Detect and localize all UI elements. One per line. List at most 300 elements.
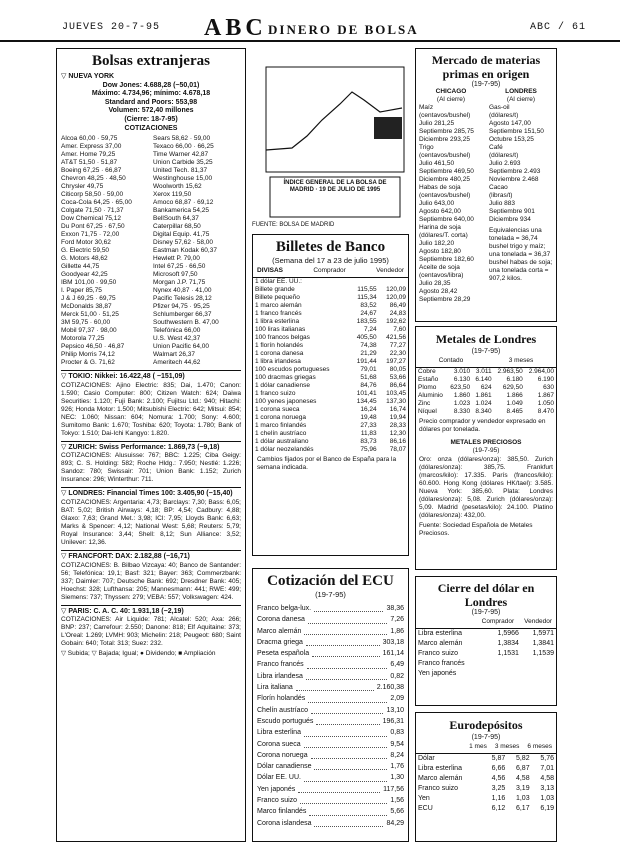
ecu-value: 1,76 bbox=[390, 763, 404, 771]
banknote-row-cell: 115,34 bbox=[357, 294, 377, 301]
ny-quote: Philip Morris 74,12 bbox=[61, 351, 115, 359]
ny-quote: U.S. West 42,37 bbox=[153, 335, 201, 343]
eurodeposit-row-cell: 7,01 bbox=[540, 765, 554, 772]
ny-quote: Pfizer 94,75 · 95,25 bbox=[153, 303, 210, 311]
banknote-row-cell: 83,73 bbox=[360, 438, 377, 445]
metals-title: Metales de Londres bbox=[435, 332, 537, 346]
ecu-row bbox=[257, 739, 404, 750]
ecu-value: 5,66 bbox=[390, 808, 404, 816]
banknote-row-cell: 100 liras italianas bbox=[255, 326, 306, 333]
banknote-row-cell: 12,30 bbox=[389, 430, 406, 437]
chart-caption: ÍNDICE GENERAL DE LA BOLSA DE MADRID · 19 DE JULIO DE 1995 bbox=[283, 180, 387, 193]
dollar-row-cell: 1,5966 bbox=[497, 630, 519, 637]
banknote-row-cell: 75,96 bbox=[360, 446, 377, 453]
ecu-leader bbox=[316, 716, 379, 725]
metal-row-cell: 8.470 bbox=[537, 408, 554, 415]
banknote-row-cell: 11,83 bbox=[360, 430, 377, 437]
commodity-line: Julio 28,35 bbox=[419, 280, 451, 287]
ecu-leader bbox=[304, 739, 388, 748]
metal-row bbox=[416, 384, 556, 392]
ecu-row bbox=[257, 795, 404, 806]
chart-block bbox=[374, 117, 402, 139]
banknote-row-cell: 53,66 bbox=[389, 374, 406, 381]
ecu-currency: Yen japonés bbox=[257, 785, 296, 793]
banknote-row-cell: 1 dólar neozelandés bbox=[255, 446, 314, 453]
ecu-currency: Corona islandesa bbox=[257, 819, 312, 827]
banknote-row-cell: 77,27 bbox=[389, 342, 406, 349]
metal-row-cell: 623,50 bbox=[450, 384, 471, 391]
chart-source: FUENTE: BOLSA DE MADRID bbox=[252, 222, 335, 228]
ny-quote: Procter & G. 71,62 bbox=[61, 359, 115, 367]
eurodeposit-row-cell: Marco alemán bbox=[418, 775, 463, 782]
banknote-row bbox=[253, 358, 408, 366]
ecu-currency: Dólar EE. UU. bbox=[257, 774, 301, 782]
metal-row-cell: 629,50 bbox=[502, 384, 523, 391]
dollar-row-cell: Libra esterlina bbox=[418, 630, 462, 637]
commodity-line: Agosto 147,00 bbox=[489, 120, 531, 127]
ecu-value: 9,54 bbox=[390, 740, 404, 748]
london-list bbox=[489, 104, 553, 224]
eurodeposit-row-cell: 5,76 bbox=[540, 755, 554, 762]
ecu-currency: Franco suizo bbox=[257, 797, 298, 805]
ny-quote: Microsoft 97,50 bbox=[153, 271, 198, 279]
dollar-row-cell: 1,1531 bbox=[497, 650, 519, 657]
commodity-line: Harina de soja bbox=[419, 224, 461, 231]
zurich-text: COTIZACIONES: Alusuisse: 767; BBC: 1.225; Ciba Geigy: 893; C. S. Holding: 582; Roche Hldg.: 7.950; Nestlé: 1.226; Sandoz: 780; Swissair: 701; Union Bank: 1.152; Zurich Insurance: 296; Winterthur: 711. bbox=[61, 452, 241, 484]
commodity-line: Agosto 182,80 bbox=[419, 248, 461, 255]
commodity-line: (libras/t) bbox=[489, 192, 513, 199]
ny-col2 bbox=[153, 135, 241, 367]
chicago-list bbox=[419, 104, 483, 304]
banknote-row-cell: 183,55 bbox=[356, 318, 377, 325]
commodity-line: (centavos/bushel) bbox=[419, 192, 471, 199]
ecu-date: (19-7-95) bbox=[315, 590, 346, 599]
eurodeposit-row-cell: 6,17 bbox=[515, 805, 530, 812]
ny-quote: Hewlett P. 79,00 bbox=[153, 255, 200, 263]
london-head: LONDRES bbox=[505, 88, 537, 95]
h-vendedor-dollar: Vendedor bbox=[524, 618, 552, 625]
banknote-row-cell: 1 corona noruega bbox=[255, 414, 306, 421]
banknote-row bbox=[253, 334, 408, 342]
metal-row-cell: 6.190 bbox=[537, 376, 554, 383]
ecu-value: 1,30 bbox=[390, 774, 404, 782]
precious-head: METALES PRECIOSOS bbox=[450, 439, 522, 446]
banknote-row-cell: 120,09 bbox=[386, 294, 406, 301]
ecu-row bbox=[257, 784, 404, 795]
ecu-row bbox=[257, 727, 404, 738]
metal-row-cell: 624 bbox=[480, 384, 492, 391]
banknote-row bbox=[253, 398, 408, 406]
ny-quote: Goodyear 42,25 bbox=[61, 271, 108, 279]
eurodeposit-row bbox=[416, 794, 556, 804]
ny-quote: Walmart 26,37 bbox=[153, 351, 196, 359]
ecu-value: 1,56 bbox=[390, 797, 404, 805]
ny-quote: Citicorp 58,50 · 59,00 bbox=[61, 191, 124, 199]
ny-quote: Texaco 66,00 · 66,25 bbox=[153, 143, 214, 151]
eurodeposit-row-cell: Franco suizo bbox=[418, 785, 459, 792]
banknotes-box bbox=[252, 234, 409, 556]
banknote-row bbox=[253, 414, 408, 422]
ny-quote: Ford Motor 30,62 bbox=[61, 239, 111, 247]
commodity-line: (dólares/T. corta) bbox=[419, 232, 468, 239]
ny-quote: Pepsico 46,50 · 46,87 bbox=[61, 343, 125, 351]
dollar-row-cell: 1,1539 bbox=[532, 650, 554, 657]
metals-note: Precio comprador y vendedor expresado en dólares por tonelada. bbox=[419, 418, 546, 433]
ny-quote: BellSouth 64,37 bbox=[153, 215, 199, 223]
commodity-line: Septiembre 640,00 bbox=[419, 216, 474, 223]
commodity-line: Noviembre 2.468 bbox=[489, 176, 539, 183]
ny-quote: Du Pont 67,25 · 67,50 bbox=[61, 223, 125, 231]
metal-row-cell: 6.180 bbox=[506, 376, 523, 383]
ecu-currency: Chelín austríaco bbox=[257, 706, 308, 714]
ny-quote: Digital Equip. 41,75 bbox=[153, 231, 210, 239]
banknote-row bbox=[253, 310, 408, 318]
h-comprador-dollar: Comprador bbox=[481, 618, 515, 625]
ecu-currency: Escudo portugués bbox=[257, 717, 314, 725]
commodity-line: (dólares/t) bbox=[489, 152, 519, 159]
banknote-row-cell: 86,49 bbox=[389, 302, 406, 309]
banknote-row-cell: 100 dracmas griegas bbox=[255, 374, 316, 381]
ecu-currency: Lira italiana bbox=[257, 684, 293, 692]
eurodeposit-row bbox=[416, 774, 556, 784]
ecu-value: 1,86 bbox=[390, 627, 404, 635]
banknote-row-cell: 405,50 bbox=[356, 334, 377, 341]
ny-quote: Amoco 68,87 · 69,12 bbox=[153, 199, 214, 207]
eurodeposit-row-cell: 3,25 bbox=[491, 785, 506, 792]
eurodeposit-row-cell: 5,82 bbox=[515, 755, 530, 762]
dollar-row-cell bbox=[521, 659, 556, 669]
ecu-leader bbox=[296, 682, 374, 691]
metal-row-cell: 1.860 bbox=[453, 392, 471, 399]
chicago-head: CHICAGO bbox=[435, 88, 467, 95]
metal-row-cell: 1.049 bbox=[506, 400, 523, 407]
h-3meses: 3 meses bbox=[508, 357, 534, 364]
eurodeposit-row bbox=[416, 784, 556, 794]
ny-quote: Mobil 97,37 · 98,00 bbox=[61, 327, 117, 335]
h-6meses: 6 meses bbox=[527, 743, 552, 750]
metal-row-cell: 8.465 bbox=[506, 408, 523, 415]
precious-source: Fuente: Sociedad Española de Metales Preciosos. bbox=[419, 522, 533, 537]
ny-line: (Cierre: 18-7-95) bbox=[124, 115, 178, 123]
commodity-line: Julio 281,25 bbox=[419, 120, 455, 127]
ecu-value: 196,31 bbox=[382, 717, 404, 725]
banknote-row-cell: 19,94 bbox=[389, 414, 406, 421]
ecu-currency: Marco finlandés bbox=[257, 808, 307, 816]
eurodeposit-row-cell: 3,13 bbox=[540, 785, 554, 792]
banknotes-table bbox=[253, 278, 408, 454]
commodity-line: Julio 182,20 bbox=[419, 240, 455, 247]
commodities-date: (19-7-95) bbox=[471, 81, 501, 88]
eurodeposit-row-cell: 6,12 bbox=[491, 805, 506, 812]
commodity-line: Habas de soja bbox=[419, 184, 461, 191]
newspaper-logo: ABC bbox=[204, 15, 267, 41]
banknote-row-cell: 192,62 bbox=[386, 318, 406, 325]
ny-quote: Amer. Home 79,25 bbox=[61, 151, 116, 159]
ecu-value: 7,26 bbox=[390, 616, 404, 624]
banknote-row-cell: 22,30 bbox=[389, 350, 406, 357]
dollar-row-cell bbox=[486, 669, 521, 679]
dollar-row-cell: 1,3834 bbox=[497, 640, 519, 647]
ny-quote: Intel 67,25 · 66,50 bbox=[153, 263, 206, 271]
banknote-row-cell: 1 franco francés bbox=[255, 310, 302, 317]
ny-quote: Union Pacific 64,00 bbox=[153, 343, 210, 351]
metals-box bbox=[415, 326, 557, 570]
ny-quote: Sears 58,62 · 59,00 bbox=[153, 135, 211, 143]
dollar-row-cell: 1,3841 bbox=[532, 640, 554, 647]
ny-quote: McDonalds 38,87 bbox=[61, 303, 112, 311]
ecu-currency: Franco belga-lux. bbox=[257, 605, 312, 612]
banknotes-title: Billetes de Banco bbox=[275, 239, 386, 255]
banknote-row-cell: 86,64 bbox=[389, 382, 406, 389]
commodity-line: Julio 2.693 bbox=[489, 160, 521, 167]
banknote-row-cell: Billete grande bbox=[255, 286, 295, 293]
ecu-value: 84,29 bbox=[386, 819, 404, 827]
metal-row-cell: 2.963,50 bbox=[497, 368, 523, 375]
eurodeposit-row-cell: 1,03 bbox=[540, 795, 554, 802]
londres-head: ▽ LONDRES: Financial Times 100: 3.405,90 (−15,40) bbox=[61, 490, 233, 498]
banknote-row-cell: 1 libra irlandesa bbox=[255, 358, 301, 365]
h-comprador: Comprador bbox=[313, 267, 346, 274]
ny-quote: G. Motors 48,62 bbox=[61, 255, 108, 263]
metal-row-cell: 8.340 bbox=[475, 408, 492, 415]
banknote-row-cell: 1 dólar australiano bbox=[255, 438, 309, 445]
eurodeposit-row-cell: 1,03 bbox=[515, 795, 530, 802]
market-chart-svg bbox=[252, 62, 407, 222]
h-contado: Contado bbox=[438, 357, 464, 364]
eurodeposit-row bbox=[416, 754, 556, 764]
ny-quote: Dow Chemical 75,12 bbox=[61, 215, 121, 223]
eurodeposit-row-cell: 4,58 bbox=[540, 775, 554, 782]
banknote-row bbox=[253, 446, 408, 454]
ecu-row bbox=[257, 603, 404, 614]
ny-quote: Alcoa 60,00 · 59,75 bbox=[61, 135, 118, 143]
banknote-row bbox=[253, 390, 408, 398]
banknote-row bbox=[253, 318, 408, 326]
banknote-row bbox=[253, 294, 408, 302]
ecu-row bbox=[257, 818, 404, 829]
ecu-row bbox=[257, 659, 404, 670]
legend: ▽ Subida; ▽ Bajada; Igual; ● Dividendo; ■ Ampliación bbox=[61, 650, 216, 658]
ecu-row bbox=[257, 761, 404, 772]
commodity-line: Trigo bbox=[419, 144, 434, 151]
banknote-row-cell bbox=[349, 278, 378, 286]
metal-row bbox=[416, 392, 556, 400]
metal-row-cell: 8.330 bbox=[453, 408, 471, 415]
ecu-leader bbox=[311, 750, 388, 759]
dollar-row bbox=[416, 629, 556, 639]
eurodeposit-row-cell: 4,56 bbox=[491, 775, 506, 782]
ecu-row bbox=[257, 626, 404, 637]
eurodeposit-row-cell: Libra esterlina bbox=[418, 765, 462, 772]
banknote-row-cell: 1 corona danesa bbox=[255, 350, 304, 357]
commodity-line: (centavos/bushel) bbox=[419, 112, 471, 119]
francfort-head: ▽ FRANCFORT: DAX: 2.182,88 (−16,71) bbox=[61, 552, 190, 560]
ecu-currency: Libra esterlina bbox=[257, 729, 301, 737]
commodities-title: Mercado de materias primas en origen bbox=[431, 53, 541, 81]
ecu-leader bbox=[298, 784, 380, 793]
tokio-head: ▽ TOKIO: Nikkei: 16.422,48 ( −151,09) bbox=[61, 373, 185, 381]
banknote-row-cell: 51,68 bbox=[360, 374, 377, 381]
ecu-list bbox=[253, 603, 408, 829]
metal-row-cell: Estaño bbox=[418, 376, 439, 383]
banknote-row-cell: 1 florín holandés bbox=[255, 342, 304, 349]
banknote-row-cell: 83,52 bbox=[360, 302, 377, 309]
banknote-row-cell: 1 libra esterlina bbox=[255, 318, 300, 325]
ecu-row bbox=[257, 682, 404, 693]
ny-quote: Merck 51,00 · 51,25 bbox=[61, 311, 119, 319]
banknote-row-cell: 21,29 bbox=[360, 350, 377, 357]
ecu-row bbox=[257, 637, 404, 648]
commodity-line: Diciembre 293,25 bbox=[419, 136, 470, 143]
banknote-row-cell: 7,60 bbox=[393, 326, 406, 333]
metal-row bbox=[416, 376, 556, 384]
ecu-value: 38,36 bbox=[386, 605, 404, 612]
ny-quote: Schlumberger 66,37 bbox=[153, 311, 212, 319]
h-3meses-euro: 3 meses bbox=[494, 743, 520, 750]
banknotes-subtitle: (Semana del 17 a 23 de julio 1995) bbox=[272, 256, 389, 265]
metal-row-cell: 3.011 bbox=[475, 368, 492, 375]
eurodeposits-date: (19-7-95) bbox=[471, 734, 501, 741]
metal-row-cell: Plomo bbox=[418, 384, 437, 391]
banknote-row-cell: 120,09 bbox=[386, 286, 406, 293]
ecu-currency: Corona noruega bbox=[257, 751, 308, 759]
ny-quote: J & J 69,25 · 69,75 bbox=[61, 295, 116, 303]
commodity-line: Aceite de soja bbox=[419, 264, 460, 271]
ecu-leader bbox=[314, 761, 387, 770]
ecu-leader bbox=[304, 727, 387, 736]
eurodeposit-row-cell: 5,87 bbox=[491, 755, 506, 762]
eurodeposit-row-cell: 6,19 bbox=[540, 805, 554, 812]
eurodeposit-row-cell: Dólar bbox=[418, 755, 435, 762]
commodity-line: Diciembre 480,25 bbox=[419, 176, 470, 183]
ny-quote: Chevron 48,25 · 48,50 bbox=[61, 175, 126, 183]
commodity-line: Julio 883 bbox=[489, 200, 516, 207]
dollar-close-box bbox=[415, 576, 557, 706]
ecu-currency: Corona danesa bbox=[257, 616, 305, 624]
metal-row-cell: 1.023 bbox=[453, 400, 471, 407]
tokio-text: COTIZACIONES: Ajino Electric: 835; Dai, 1.470; Canon: 1.590; Casio Computer: 800; Citizen Watch: 624; Daiwa Securities: 1.120; Fuji Bank: 2.100; Fujitsu Ltd.: 940; Hitachi: 926; Honda Motor: 1.500; Mitsubishi Electric: 642; Mitsui: 854; NEC: 1.060; Nissan: 604; Nomura: 1.700; Sony: 4.600; Sumitomo Bank: 1.670; Toshiba: 620; Toyota: 1.780; Bank of Tokyo: 1.510; Dai-Ichi Kangyo: 1.820. bbox=[61, 381, 241, 437]
eurodeposits-box bbox=[415, 712, 557, 842]
francfort-text: COTIZACIONES: B. Bilbao Vizcaya: 40; Banco de Santander: 56; Telefónica: 19,1; Basf: 321; Bayer: 363; Commerzbank: 337; Daimler: 707; Deutsche Bank: 692; Dresdner Bank: 405; Hoechst: 328; Lufthansa: 205; Mannesmann: 441; RWE: 499; Siemens: 737; Thyssen: 279; VEBA: 557; Volkswagen: 424. bbox=[61, 561, 241, 601]
ny-quote: Union Carbide 35,25 bbox=[153, 159, 213, 167]
dollar-close-table bbox=[416, 629, 556, 679]
ecu-leader bbox=[307, 659, 388, 668]
commodities-box bbox=[415, 48, 557, 322]
banknote-row-cell: 80,05 bbox=[389, 366, 406, 373]
ecu-row bbox=[257, 806, 404, 817]
h-1mes: 1 mes bbox=[469, 743, 487, 750]
metal-row-cell: 2.964,00 bbox=[528, 368, 554, 375]
precious-date: (19-7-95) bbox=[472, 447, 500, 454]
ecu-value: 0,83 bbox=[390, 729, 404, 737]
ny-line: Dow Jones: 4.688,28 (−50,01) bbox=[102, 81, 200, 89]
metal-row-cell: Níquel bbox=[418, 408, 437, 415]
banknote-row-cell: 134,45 bbox=[356, 398, 377, 405]
ny-col1 bbox=[61, 135, 149, 367]
dollar-close-title: Cierre del dólar en Londres bbox=[437, 581, 535, 609]
ecu-currency: Dracma griega bbox=[257, 638, 303, 646]
ny-quote: Woolworth 15,62 bbox=[153, 183, 202, 191]
foreign-stocks-title: Bolsas extranjeras bbox=[92, 53, 210, 69]
banknote-row-cell: 16,74 bbox=[389, 406, 406, 413]
commodity-line: Septiembre 901 bbox=[489, 208, 535, 215]
dollar-row bbox=[416, 639, 556, 649]
section-title: DINERO DE BOLSA bbox=[268, 22, 419, 37]
ny-line: Máximo: 4.734,96; mínimo: 4.678,18 bbox=[91, 90, 211, 98]
commodity-line: Septiembre 28,29 bbox=[419, 296, 471, 303]
ecu-leader bbox=[312, 648, 379, 657]
eurodeposit-row bbox=[416, 804, 556, 814]
ecu-row bbox=[257, 614, 404, 625]
banknote-row-cell: 137,30 bbox=[386, 398, 406, 405]
banknote-row-cell: 84,76 bbox=[360, 382, 377, 389]
ny-quote: AT&T 51,50 · 51,87 bbox=[61, 159, 118, 167]
ecu-leader bbox=[304, 772, 387, 781]
market-chart bbox=[252, 62, 407, 228]
banknote-row-cell: 191,44 bbox=[356, 358, 377, 365]
ecu-leader bbox=[306, 671, 387, 680]
ny-quote: Time Warner 42,87 bbox=[153, 151, 209, 159]
metal-row-cell: Aluminio bbox=[418, 392, 443, 399]
commodity-line: Septiembre 182,60 bbox=[419, 256, 474, 263]
commodity-line: Septiembre 285,75 bbox=[419, 128, 474, 135]
ecu-leader bbox=[308, 693, 387, 702]
metals-table bbox=[416, 368, 556, 416]
banknote-row-cell: 24,67 bbox=[360, 310, 377, 317]
ecu-title: Cotización del ECU bbox=[267, 573, 394, 589]
banknote-row-cell: 197,27 bbox=[386, 358, 406, 365]
ecu-currency: Libra irlandesa bbox=[257, 672, 303, 680]
ecu-value: 6,49 bbox=[390, 661, 404, 669]
ecu-leader bbox=[308, 614, 388, 623]
ny-quote: Motorola 77,25 bbox=[61, 335, 105, 343]
banknote-row-cell: 28,33 bbox=[389, 422, 406, 429]
banknote-row-cell: 421,56 bbox=[386, 334, 406, 341]
precious-text: Oro: onza (dólares/onza): 385,50. Zurich (dólares/onza): 385,75. Frankfurt (marcos/kilo): 17.335. París (francos/kilo): 60.600. Hong Kong (dólares HK/tael): 3.585. Nueva York: 385,60. Plata: Londres (dólares/onza): 5,08. Zurich (dólares/onza): 5,09. Madrid (pesetas/kilo): 24.100. Platino (dólares/onza): 432,00. bbox=[419, 456, 553, 519]
dollar-row bbox=[416, 669, 556, 679]
commodity-line: (centavos/libra) bbox=[419, 272, 464, 279]
metal-row-cell: 6.140 bbox=[475, 376, 492, 383]
ecu-value: 8,24 bbox=[390, 751, 404, 759]
londres-text: COTIZACIONES: Argentaria: 4,73; Barclays: 7,30; Bass: 6,05; BAT: 5,02; British Airways: 4,18; BP: 4,54; Cadbury: 4,88; Glaxo: 7,63; Grand Met.: 3,98; ICI: 7,95; Lloyds Bank: 6,63; Marks & Spencer: 4,12; National West: 5,68; Reuters: 5,79; Royal Insurance: 3,44; Shell: 8,12; Sun Alliance: 3,52; Unilever: 12,36. bbox=[61, 498, 241, 546]
banknote-row bbox=[253, 438, 408, 446]
ny-quote: Boeing 67,25 · 66,87 bbox=[61, 167, 122, 175]
metal-row bbox=[416, 408, 556, 416]
banknote-row-cell: 1 corona sueca bbox=[255, 406, 300, 413]
banknote-row-cell: 78,07 bbox=[389, 446, 406, 453]
dollar-row-cell bbox=[486, 659, 521, 669]
banknote-row-cell: 27,33 bbox=[360, 422, 377, 429]
banknote-row-cell: 1 marco alemán bbox=[255, 302, 302, 309]
ecu-currency: Peseta española bbox=[257, 650, 310, 658]
dollar-close-date: (19-7-95) bbox=[471, 609, 501, 616]
banknote-row-cell: 100 yenes japoneses bbox=[255, 398, 317, 405]
commodity-line: (centavos/bushel) bbox=[419, 152, 471, 159]
ecu-row bbox=[257, 648, 404, 659]
banknote-row-cell: 1 chelín austríaco bbox=[255, 430, 307, 437]
eurodeposit-row-cell: 1,16 bbox=[491, 795, 506, 802]
banknote-row-cell: 19,48 bbox=[360, 414, 377, 421]
metal-row-cell: 630 bbox=[543, 384, 554, 391]
banknote-row-cell: 115,55 bbox=[357, 286, 377, 293]
commodity-line: Septiembre 2.493 bbox=[489, 168, 541, 175]
metal-row-cell: 1.867 bbox=[537, 392, 554, 399]
ecu-value: 2,09 bbox=[390, 695, 404, 703]
ecu-value: 303,18 bbox=[382, 638, 404, 646]
metal-row-cell: 3.010 bbox=[453, 368, 471, 375]
commodity-line: Septiembre 469,50 bbox=[419, 168, 474, 175]
banknote-row bbox=[253, 302, 408, 310]
